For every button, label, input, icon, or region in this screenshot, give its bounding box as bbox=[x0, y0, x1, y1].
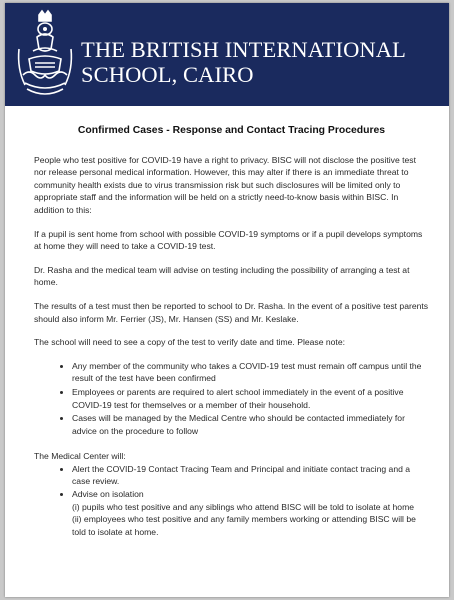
report-results-paragraph: The results of a test must then be reported to school to Dr. Rasha. In the event of a positive test parents should also inform Mr. Ferrier (JS), Mr. Hansen (SS) and Mr. Keslake. bbox=[34, 300, 429, 324]
list-item bbox=[72, 488, 429, 538]
isolation-note-pupils: (i) pupils who test positive and any siblings who attend BISC will be told to isolate at home bbox=[72, 501, 415, 512]
medical-team-paragraph: Dr. Rasha and the medical team will advise on testing including the possibility of arranging a test at home. bbox=[34, 264, 410, 288]
notes-list bbox=[34, 360, 429, 438]
privacy-paragraph: People who test positive for COVID-19 have a right to privacy. BISC will not disclose the positive test nor release personal medical information. However, this may alter if there is an immediate threat to community health exists due to virus transmission risk but such disclosures will be limited only to appropriate staff and the information will be held on a strictly need-to-know basis within BISC. In addition to this: bbox=[34, 154, 416, 215]
list-item: • Cases will be managed by the Medical Centre who should be contacted immediately for advice on the procedure to follow bbox=[72, 412, 429, 437]
school-crest-icon bbox=[15, 9, 75, 101]
school-name-line-2: SCHOOL, CAIRO bbox=[81, 62, 254, 87]
pupil-sent-home-paragraph: If a pupil is sent home from school with possible COVID-19 symptoms or if a pupil develops symptoms at home they will need to take a COVID-19 test. bbox=[34, 228, 423, 252]
medical-center-label: The Medical Center will: bbox=[34, 451, 126, 462]
isolation-note-employees: (ii) employees who test positive and any family members working or attending BISC will be told to isolate at home. bbox=[72, 514, 416, 537]
school-banner bbox=[5, 3, 449, 106]
medical-center-steps bbox=[34, 463, 429, 539]
document-title: Confirmed Cases - Response and Contact Tracing Procedures bbox=[77, 125, 386, 136]
advise-isolation-text: Advise on isolation bbox=[72, 489, 144, 500]
school-name bbox=[81, 37, 447, 87]
school-name-line-1: THE BRITISH INTERNATIONAL bbox=[81, 37, 406, 62]
document-page bbox=[5, 3, 449, 597]
list-item: • Employees or parents are required to alert school immediately in the event of a positive COVID-19 test for themselves or a member of their household. bbox=[72, 386, 429, 411]
verify-test-paragraph: The school will need to see a copy of the test to verify date and time. Please note: bbox=[34, 337, 345, 348]
list-item: • Any member of the community who takes a COVID-19 test must remain off campus until the result of the test have been confirmed bbox=[72, 360, 429, 385]
document-body bbox=[34, 125, 429, 538]
list-item: • Alert the COVID-19 Contact Tracing Team and Principal and initiate contact tracing and a case review. bbox=[72, 463, 429, 488]
